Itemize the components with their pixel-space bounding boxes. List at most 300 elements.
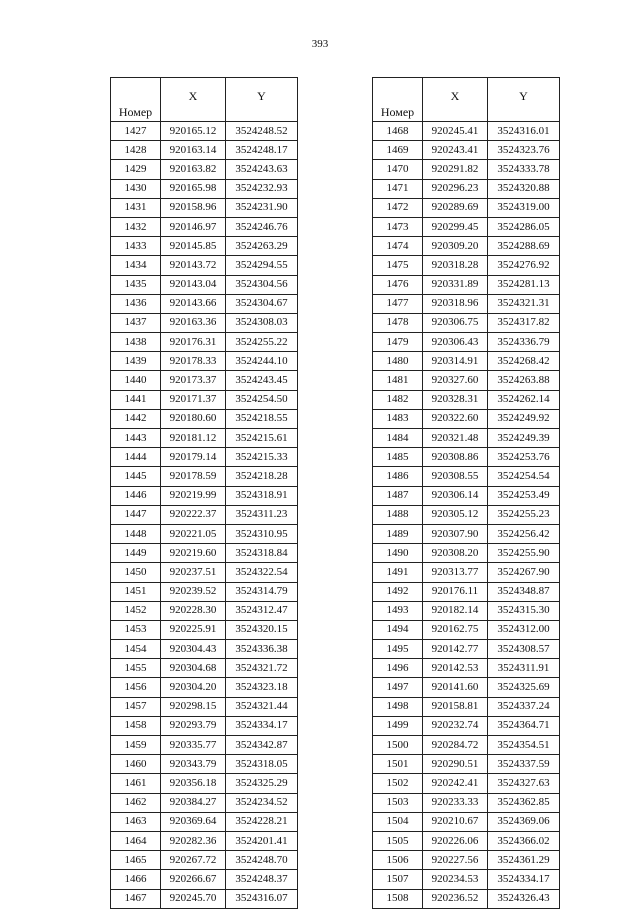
- table-row: [111, 774, 298, 793]
- cell-y: 3524321.31: [488, 294, 560, 313]
- table-row: [111, 448, 298, 467]
- table-row: [111, 294, 298, 313]
- column-header-number: Номер: [373, 78, 423, 122]
- cell-y: 3524268.42: [488, 352, 560, 371]
- cell-number: 1463: [111, 812, 161, 831]
- cell-x: 920309.20: [423, 237, 488, 256]
- table-row: [373, 505, 560, 524]
- table-row: [111, 313, 298, 332]
- table-row: [111, 716, 298, 735]
- table-row: [373, 429, 560, 448]
- cell-number: 1492: [373, 582, 423, 601]
- table-row: [373, 755, 560, 774]
- cell-y: 3524246.76: [226, 217, 298, 236]
- cell-y: 3524361.29: [488, 851, 560, 870]
- cell-x: 920242.41: [423, 774, 488, 793]
- table-row: [373, 237, 560, 256]
- table-row: [373, 544, 560, 563]
- cell-number: 1448: [111, 524, 161, 543]
- cell-x: 920145.85: [161, 237, 226, 256]
- cell-x: 920219.60: [161, 544, 226, 563]
- table-row: [373, 467, 560, 486]
- cell-y: 3524248.37: [226, 870, 298, 889]
- table-row: [111, 505, 298, 524]
- cell-x: 920165.12: [161, 122, 226, 141]
- cell-y: 3524243.63: [226, 160, 298, 179]
- table-row: [373, 716, 560, 735]
- cell-x: 920146.97: [161, 217, 226, 236]
- table-row: [373, 333, 560, 352]
- cell-number: 1472: [373, 198, 423, 217]
- cell-number: 1433: [111, 237, 161, 256]
- cell-y: 3524243.45: [226, 371, 298, 390]
- cell-x: 920143.66: [161, 294, 226, 313]
- cell-y: 3524362.85: [488, 793, 560, 812]
- cell-number: 1506: [373, 851, 423, 870]
- cell-y: 3524337.59: [488, 755, 560, 774]
- cell-x: 920219.99: [161, 486, 226, 505]
- table-row: [111, 563, 298, 582]
- cell-number: 1443: [111, 429, 161, 448]
- cell-x: 920221.05: [161, 524, 226, 543]
- table-row: [111, 851, 298, 870]
- cell-y: 3524342.87: [226, 736, 298, 755]
- cell-y: 3524336.38: [226, 640, 298, 659]
- cell-number: 1455: [111, 659, 161, 678]
- cell-x: 920142.53: [423, 659, 488, 678]
- table-row: [111, 237, 298, 256]
- cell-y: 3524215.61: [226, 429, 298, 448]
- cell-number: 1500: [373, 736, 423, 755]
- page-number: 393: [311, 38, 329, 50]
- table-row: [373, 294, 560, 313]
- column-header-y: Y: [488, 78, 560, 122]
- cell-y: 3524316.01: [488, 122, 560, 141]
- cell-y: 3524231.90: [226, 198, 298, 217]
- table-row: [373, 275, 560, 294]
- cell-y: 3524232.93: [226, 179, 298, 198]
- cell-x: 920165.98: [161, 179, 226, 198]
- cell-number: 1449: [111, 544, 161, 563]
- cell-x: 920267.72: [161, 851, 226, 870]
- cell-number: 1479: [373, 333, 423, 352]
- cell-x: 920158.81: [423, 697, 488, 716]
- cell-y: 3524255.22: [226, 333, 298, 352]
- table-row: [373, 198, 560, 217]
- cell-number: 1437: [111, 313, 161, 332]
- cell-number: 1504: [373, 812, 423, 831]
- cell-number: 1471: [373, 179, 423, 198]
- cell-y: 3524369.06: [488, 812, 560, 831]
- cell-x: 920308.55: [423, 467, 488, 486]
- cell-number: 1483: [373, 409, 423, 428]
- table-row: [373, 659, 560, 678]
- cell-number: 1460: [111, 755, 161, 774]
- cell-number: 1454: [111, 640, 161, 659]
- table-row: [111, 122, 298, 141]
- cell-y: 3524244.10: [226, 352, 298, 371]
- cell-x: 920296.23: [423, 179, 488, 198]
- cell-number: 1499: [373, 716, 423, 735]
- cell-y: 3524234.52: [226, 793, 298, 812]
- cell-x: 920143.04: [161, 275, 226, 294]
- cell-x: 920284.72: [423, 736, 488, 755]
- table-row: [111, 601, 298, 620]
- cell-number: 1489: [373, 524, 423, 543]
- table-row: [373, 774, 560, 793]
- cell-y: 3524255.23: [488, 505, 560, 524]
- table-row: [373, 620, 560, 639]
- table-row: [111, 831, 298, 850]
- cell-y: 3524315.30: [488, 601, 560, 620]
- cell-x: 920143.72: [161, 256, 226, 275]
- cell-number: 1430: [111, 179, 161, 198]
- cell-x: 920318.96: [423, 294, 488, 313]
- cell-y: 3524319.00: [488, 198, 560, 217]
- table-row: [373, 640, 560, 659]
- cell-number: 1493: [373, 601, 423, 620]
- cell-y: 3524294.55: [226, 256, 298, 275]
- table-row: [373, 563, 560, 582]
- cell-y: 3524311.23: [226, 505, 298, 524]
- cell-y: 3524320.88: [488, 179, 560, 198]
- cell-x: 920179.14: [161, 448, 226, 467]
- cell-y: 3524218.28: [226, 467, 298, 486]
- cell-number: 1456: [111, 678, 161, 697]
- cell-x: 920293.79: [161, 716, 226, 735]
- table-row: [373, 313, 560, 332]
- cell-x: 920308.20: [423, 544, 488, 563]
- table-header-row: [111, 78, 298, 122]
- table-row: [373, 256, 560, 275]
- cell-x: 920234.53: [423, 870, 488, 889]
- table-row: [373, 831, 560, 850]
- cell-x: 920335.77: [161, 736, 226, 755]
- table-row: [111, 275, 298, 294]
- table-row: [373, 582, 560, 601]
- cell-y: 3524337.24: [488, 697, 560, 716]
- cell-x: 920173.37: [161, 371, 226, 390]
- cell-y: 3524248.70: [226, 851, 298, 870]
- table-row: [111, 352, 298, 371]
- cell-number: 1465: [111, 851, 161, 870]
- cell-y: 3524316.07: [226, 889, 298, 908]
- cell-y: 3524218.55: [226, 409, 298, 428]
- cell-x: 920163.14: [161, 141, 226, 160]
- column-header-x: X: [161, 78, 226, 122]
- table-row: [111, 870, 298, 889]
- table-row: [373, 851, 560, 870]
- cell-y: 3524255.90: [488, 544, 560, 563]
- cell-x: 920176.31: [161, 333, 226, 352]
- cell-number: 1438: [111, 333, 161, 352]
- cell-x: 920228.30: [161, 601, 226, 620]
- cell-number: 1444: [111, 448, 161, 467]
- cell-y: 3524262.14: [488, 390, 560, 409]
- cell-y: 3524253.49: [488, 486, 560, 505]
- cell-number: 1496: [373, 659, 423, 678]
- cell-number: 1497: [373, 678, 423, 697]
- cell-number: 1436: [111, 294, 161, 313]
- table-row: [111, 524, 298, 543]
- cell-number: 1508: [373, 889, 423, 908]
- cell-y: 3524311.91: [488, 659, 560, 678]
- cell-x: 920181.12: [161, 429, 226, 448]
- cell-y: 3524254.54: [488, 467, 560, 486]
- cell-number: 1446: [111, 486, 161, 505]
- cell-y: 3524333.78: [488, 160, 560, 179]
- cell-number: 1466: [111, 870, 161, 889]
- table-row: [373, 678, 560, 697]
- table-row: [111, 198, 298, 217]
- cell-x: 920226.06: [423, 831, 488, 850]
- cell-x: 920178.33: [161, 352, 226, 371]
- table-row: [111, 697, 298, 716]
- cell-y: 3524348.87: [488, 582, 560, 601]
- cell-y: 3524334.17: [226, 716, 298, 735]
- cell-y: 3524317.82: [488, 313, 560, 332]
- table-row: [111, 429, 298, 448]
- table-row: [111, 256, 298, 275]
- cell-x: 920182.14: [423, 601, 488, 620]
- table-row: [111, 467, 298, 486]
- cell-number: 1495: [373, 640, 423, 659]
- cell-x: 920222.37: [161, 505, 226, 524]
- table-row: [373, 409, 560, 428]
- cell-number: 1484: [373, 429, 423, 448]
- cell-y: 3524326.43: [488, 889, 560, 908]
- cell-x: 920239.52: [161, 582, 226, 601]
- table-row: [111, 333, 298, 352]
- cell-y: 3524254.50: [226, 390, 298, 409]
- table-row: [111, 678, 298, 697]
- cell-y: 3524318.91: [226, 486, 298, 505]
- table-row: [111, 390, 298, 409]
- cell-number: 1477: [373, 294, 423, 313]
- table-row: [111, 409, 298, 428]
- cell-x: 920327.60: [423, 371, 488, 390]
- table-row: [373, 179, 560, 198]
- cell-y: 3524281.13: [488, 275, 560, 294]
- cell-x: 920282.36: [161, 831, 226, 850]
- cell-y: 3524354.51: [488, 736, 560, 755]
- table-row: [111, 179, 298, 198]
- cell-y: 3524304.67: [226, 294, 298, 313]
- cell-number: 1447: [111, 505, 161, 524]
- cell-number: 1458: [111, 716, 161, 735]
- cell-x: 920176.11: [423, 582, 488, 601]
- cell-x: 920369.64: [161, 812, 226, 831]
- cell-x: 920356.18: [161, 774, 226, 793]
- table-row: [111, 371, 298, 390]
- cell-y: 3524304.56: [226, 275, 298, 294]
- cell-y: 3524366.02: [488, 831, 560, 850]
- cell-x: 920328.31: [423, 390, 488, 409]
- cell-y: 3524323.18: [226, 678, 298, 697]
- cell-number: 1505: [373, 831, 423, 850]
- table-row: [373, 352, 560, 371]
- cell-x: 920298.15: [161, 697, 226, 716]
- cell-number: 1475: [373, 256, 423, 275]
- cell-x: 920291.82: [423, 160, 488, 179]
- table-row: [111, 544, 298, 563]
- cell-y: 3524321.72: [226, 659, 298, 678]
- table-row: [373, 390, 560, 409]
- cell-x: 920141.60: [423, 678, 488, 697]
- cell-x: 920313.77: [423, 563, 488, 582]
- cell-y: 3524308.03: [226, 313, 298, 332]
- cell-y: 3524325.29: [226, 774, 298, 793]
- cell-y: 3524318.05: [226, 755, 298, 774]
- cell-number: 1445: [111, 467, 161, 486]
- cell-x: 920290.51: [423, 755, 488, 774]
- cell-y: 3524249.39: [488, 429, 560, 448]
- cell-number: 1457: [111, 697, 161, 716]
- coordinates-table-right: [372, 77, 560, 909]
- column-header-x: X: [423, 78, 488, 122]
- cell-x: 920384.27: [161, 793, 226, 812]
- table-row: [373, 870, 560, 889]
- cell-y: 3524312.47: [226, 601, 298, 620]
- cell-number: 1442: [111, 409, 161, 428]
- cell-number: 1486: [373, 467, 423, 486]
- cell-y: 3524323.76: [488, 141, 560, 160]
- cell-x: 920243.41: [423, 141, 488, 160]
- cell-number: 1494: [373, 620, 423, 639]
- cell-x: 920180.60: [161, 409, 226, 428]
- cell-x: 920225.91: [161, 620, 226, 639]
- cell-number: 1498: [373, 697, 423, 716]
- cell-number: 1459: [111, 736, 161, 755]
- cell-y: 3524215.33: [226, 448, 298, 467]
- cell-number: 1487: [373, 486, 423, 505]
- cell-y: 3524263.88: [488, 371, 560, 390]
- cell-number: 1431: [111, 198, 161, 217]
- cell-y: 3524256.42: [488, 524, 560, 543]
- cell-number: 1450: [111, 563, 161, 582]
- cell-x: 920266.67: [161, 870, 226, 889]
- cell-number: 1468: [373, 122, 423, 141]
- cell-x: 920321.48: [423, 429, 488, 448]
- cell-number: 1473: [373, 217, 423, 236]
- cell-y: 3524249.92: [488, 409, 560, 428]
- table-row: [373, 371, 560, 390]
- cell-x: 920142.77: [423, 640, 488, 659]
- cell-x: 920289.69: [423, 198, 488, 217]
- cell-y: 3524321.44: [226, 697, 298, 716]
- cell-number: 1490: [373, 544, 423, 563]
- cell-x: 920210.67: [423, 812, 488, 831]
- table-row: [373, 697, 560, 716]
- cell-number: 1481: [373, 371, 423, 390]
- cell-x: 920306.14: [423, 486, 488, 505]
- cell-number: 1432: [111, 217, 161, 236]
- column-header-y: Y: [226, 78, 298, 122]
- cell-y: 3524263.29: [226, 237, 298, 256]
- cell-x: 920299.45: [423, 217, 488, 236]
- cell-x: 920306.43: [423, 333, 488, 352]
- cell-y: 3524288.69: [488, 237, 560, 256]
- cell-x: 920245.70: [161, 889, 226, 908]
- table-row: [111, 486, 298, 505]
- cell-x: 920163.82: [161, 160, 226, 179]
- cell-y: 3524201.41: [226, 831, 298, 850]
- table-row: [111, 755, 298, 774]
- cell-y: 3524286.05: [488, 217, 560, 236]
- table-row: [373, 122, 560, 141]
- table-row: [111, 889, 298, 908]
- cell-y: 3524334.17: [488, 870, 560, 889]
- cell-number: 1507: [373, 870, 423, 889]
- cell-y: 3524248.17: [226, 141, 298, 160]
- cell-number: 1451: [111, 582, 161, 601]
- cell-number: 1502: [373, 774, 423, 793]
- cell-x: 920307.90: [423, 524, 488, 543]
- table-row: [373, 889, 560, 908]
- cell-x: 920304.68: [161, 659, 226, 678]
- cell-y: 3524248.52: [226, 122, 298, 141]
- cell-y: 3524253.76: [488, 448, 560, 467]
- cell-number: 1474: [373, 237, 423, 256]
- cell-number: 1453: [111, 620, 161, 639]
- cell-number: 1461: [111, 774, 161, 793]
- cell-x: 920158.96: [161, 198, 226, 217]
- cell-x: 920245.41: [423, 122, 488, 141]
- cell-x: 920304.20: [161, 678, 226, 697]
- cell-x: 920306.75: [423, 313, 488, 332]
- table-row: [111, 659, 298, 678]
- cell-x: 920162.75: [423, 620, 488, 639]
- cell-number: 1485: [373, 448, 423, 467]
- cell-x: 920318.28: [423, 256, 488, 275]
- table-row: [111, 582, 298, 601]
- cell-number: 1462: [111, 793, 161, 812]
- cell-x: 920232.74: [423, 716, 488, 735]
- cell-x: 920305.12: [423, 505, 488, 524]
- cell-y: 3524320.15: [226, 620, 298, 639]
- table-row: [111, 812, 298, 831]
- table-row: [373, 217, 560, 236]
- coordinates-table-left: [110, 77, 298, 909]
- cell-y: 3524276.92: [488, 256, 560, 275]
- cell-number: 1491: [373, 563, 423, 582]
- cell-number: 1470: [373, 160, 423, 179]
- table-row: [373, 141, 560, 160]
- cell-y: 3524314.79: [226, 582, 298, 601]
- table-row: [111, 736, 298, 755]
- cell-x: 920233.33: [423, 793, 488, 812]
- cell-number: 1469: [373, 141, 423, 160]
- table-row: [111, 620, 298, 639]
- table-row: [373, 736, 560, 755]
- cell-y: 3524312.00: [488, 620, 560, 639]
- cell-number: 1452: [111, 601, 161, 620]
- cell-y: 3524228.21: [226, 812, 298, 831]
- cell-y: 3524318.84: [226, 544, 298, 563]
- table-row: [373, 601, 560, 620]
- table-row: [111, 217, 298, 236]
- table-row: [111, 160, 298, 179]
- cell-number: 1427: [111, 122, 161, 141]
- cell-number: 1503: [373, 793, 423, 812]
- cell-x: 920322.60: [423, 409, 488, 428]
- cell-number: 1476: [373, 275, 423, 294]
- cell-y: 3524327.63: [488, 774, 560, 793]
- cell-x: 920314.91: [423, 352, 488, 371]
- cell-number: 1439: [111, 352, 161, 371]
- cell-y: 3524336.79: [488, 333, 560, 352]
- cell-x: 920304.43: [161, 640, 226, 659]
